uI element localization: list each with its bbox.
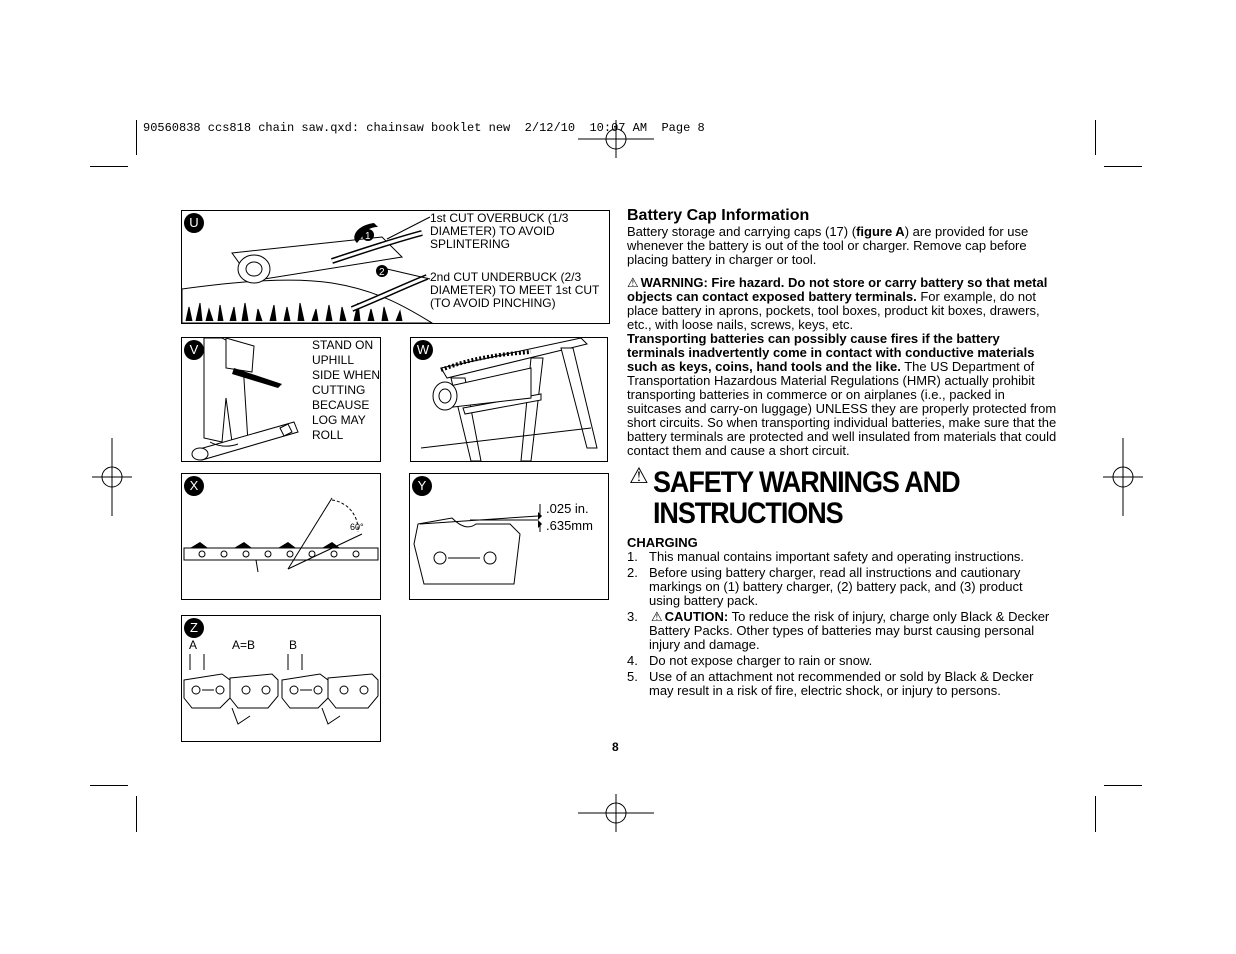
chain-angle-illustration <box>182 474 380 599</box>
figure-x <box>181 473 381 600</box>
figure-z-badge: Z <box>184 618 204 638</box>
figure-x-badge: X <box>184 476 204 496</box>
safety-title: ⚠ SAFETY WARNINGS AND INSTRUCTIONS <box>629 463 960 530</box>
caution-triangle-icon: ⚠ <box>651 609 663 624</box>
figure-y-badge: Y <box>412 476 432 496</box>
figure-u-badge: U <box>184 213 204 233</box>
warning-triangle-icon: ⚠ <box>627 275 639 290</box>
stand-uphill-illustration <box>182 338 312 461</box>
list-item: 1. This manual contains important safety and operating instructions. <box>627 549 1025 564</box>
list-item: 4. Do not expose charger to rain or snow. <box>627 653 873 668</box>
sawhorse-illustration <box>411 338 607 461</box>
figure-u-caption-1: 1st CUT OVERBUCK (1/3 DIAMETER) TO AVOID SPLINTERING <box>430 211 569 251</box>
cutter-length-illustration <box>182 616 380 741</box>
figure-u <box>181 210 610 324</box>
fire-hazard-warning: ⚠ WARNING: Fire hazard. Do not store or carry battery so that metal objects can contact exposed battery terminals. For example, do not place battery in aprons, pockets, tool boxes, product kit boxes, drawers, etc., with loose nails, screws, keys, etc. <box>627 275 1048 332</box>
list-item: 3. ⚠ CAUTION: To reduce the risk of injury, charge only Black & Decker Battery Packs. Other types of batteries may burst causing personal injury and damage. <box>627 609 1050 652</box>
battery-cap-heading: Battery Cap Information <box>627 207 810 224</box>
dim-inches: .025 in. <box>546 501 589 516</box>
slug-line: 90560838 ccs818 chain saw.qxd: chainsaw booklet new 2/12/10 10:07 AM Page 8 <box>143 121 705 135</box>
figure-w <box>410 337 608 462</box>
list-item: 5. Use of an attachment not recommended or sold by Black & Decker may result in a risk of fire, electric shock, or injury to persons. <box>627 669 1034 698</box>
log-overbuck-underbuck-illustration <box>182 211 442 323</box>
label-b: B <box>289 638 298 652</box>
figure-y <box>409 473 609 600</box>
battery-cap-paragraph: Battery storage and carrying caps (17) (figure A) are provided for use whenever the battery is out of the tool or charger. Remove cap before placing battery in charger or tool. <box>627 224 1029 267</box>
depth-gauge-illustration <box>410 474 608 599</box>
charging-list <box>627 550 1057 698</box>
page-number: 8 <box>612 740 619 754</box>
cut-1-number: 1 <box>365 231 371 242</box>
angle-label: 60° <box>350 522 364 532</box>
figure-w-badge: W <box>413 340 433 360</box>
figure-v <box>181 337 381 462</box>
safety-warning-triangle-icon: ⚠ <box>629 463 649 488</box>
right-column <box>627 207 1057 700</box>
dim-mm: .635mm <box>546 518 593 533</box>
figure-u-caption-2: 2nd CUT UNDERBUCK (2/3 DIAMETER) TO MEET 1st CUT (TO AVOID PINCHING) <box>430 270 600 310</box>
charging-subhead: CHARGING <box>627 535 698 550</box>
label-a-equals-b: A=B <box>232 638 256 652</box>
figure-v-caption: STAND ON UPHILL SIDE WHEN CUTTING BECAUSE LOG MAY ROLL <box>312 338 381 442</box>
transport-warning: Transporting batteries can possibly cause fires if the battery terminals inadvertently come in contact with conductive materials such as keys, coins, hand tools and the like. The US Department of Transportation Hazardous Material Regulations (HMR) actually prohibit transporting batteries in commerce or on airplanes (i.e., packed in suitcases and carry-on luggage) UNLESS they are properly protected from short circuits. So when transporting individual batteries, make sure that the battery terminals are protected and well insulated from materials that could contact them and cause a short circuit. <box>627 331 1057 458</box>
figure-z <box>181 615 381 742</box>
figure-v-badge: V <box>184 340 204 360</box>
label-a: A <box>189 638 198 652</box>
list-item: 2. Before using battery charger, read all instructions and cautionary markings on (1) battery charger, (2) battery pack, and (3) product using battery pack. <box>627 565 1023 608</box>
cut-2-number: 2 <box>379 267 385 278</box>
